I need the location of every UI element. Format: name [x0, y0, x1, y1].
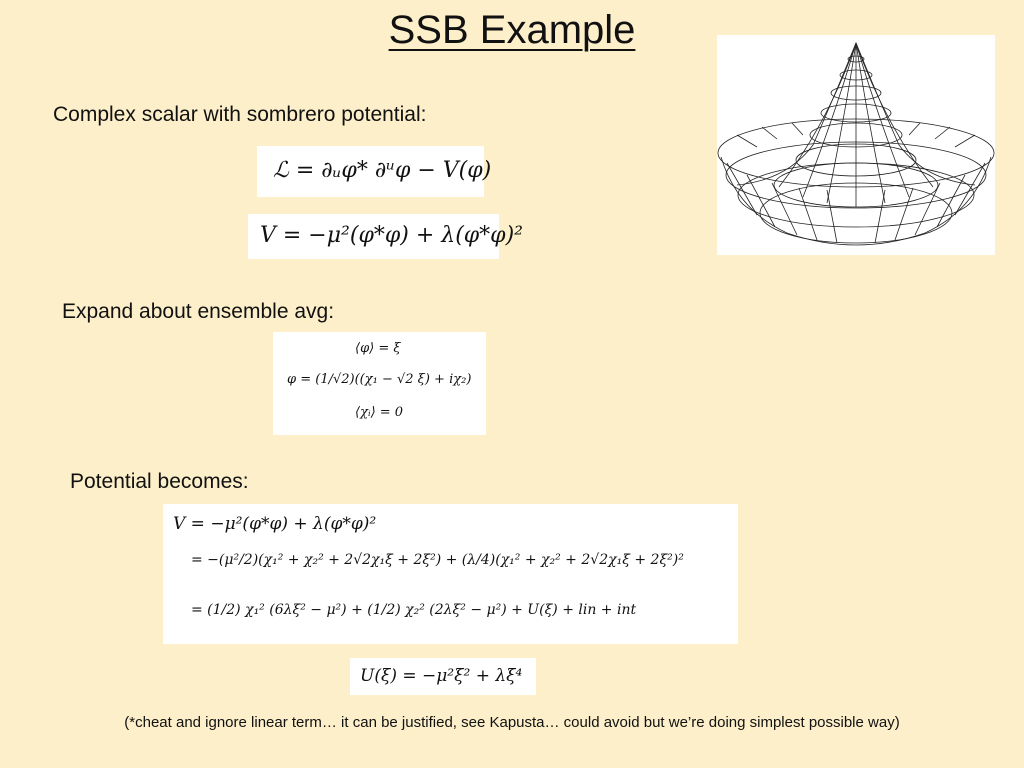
- potential-expansion-line-3: = (1/2) χ₁² (6λξ² − μ²) + (1/2) χ₂² (2λξ² − μ²) + U(ξ) + lin + int: [191, 602, 637, 618]
- u-function-box: [350, 658, 536, 695]
- footnote: (*cheat and ignore linear term… it can be justified, see Kapusta… could avoid but we’re doing simplest possible way): [124, 714, 900, 731]
- expansion-equation-phi: φ = (1/√2)((χ₁ − √2 ξ) + iχ₂): [287, 372, 472, 387]
- u-function-equation: U(ξ) = −μ²ξ² + λξ⁴: [360, 666, 523, 686]
- potential-expansion-box: [163, 504, 738, 644]
- lagrangian-equation: ℒ = ∂ᵤφ* ∂ᵘφ − V(φ): [273, 158, 492, 183]
- lagrangian-equation-box: [257, 146, 492, 197]
- potential-equation-box: [248, 214, 523, 259]
- expansion-equation-chi-avg: ⟨χᵢ⟩ = 0: [355, 405, 404, 420]
- potential-becomes-label: Potential becomes:: [70, 470, 249, 493]
- potential-expansion-line-1: V = −μ²(φ*φ) + λ(φ*φ)²: [173, 514, 377, 534]
- expansion-equations-box: [273, 332, 486, 435]
- potential-expansion-line-2: = −(μ²/2)(χ₁² + χ₂² + 2√2χ₁ξ + 2ξ²) + (λ/4)(χ₁² + χ₂² + 2√2χ₁ξ + 2ξ²)²: [191, 552, 684, 568]
- expansion-equation-vev: ⟨φ⟩ = ξ: [355, 341, 401, 356]
- slide-title: SSB Example: [388, 8, 636, 52]
- sombrero-potential-image: [717, 35, 995, 255]
- expand-label: Expand about ensemble avg:: [62, 300, 335, 323]
- sombrero-surface-plot: [717, 35, 995, 255]
- complex-scalar-label: Complex scalar with sombrero potential:: [53, 103, 427, 126]
- potential-equation: V = −μ²(φ*φ) + λ(φ*φ)²: [260, 223, 523, 248]
